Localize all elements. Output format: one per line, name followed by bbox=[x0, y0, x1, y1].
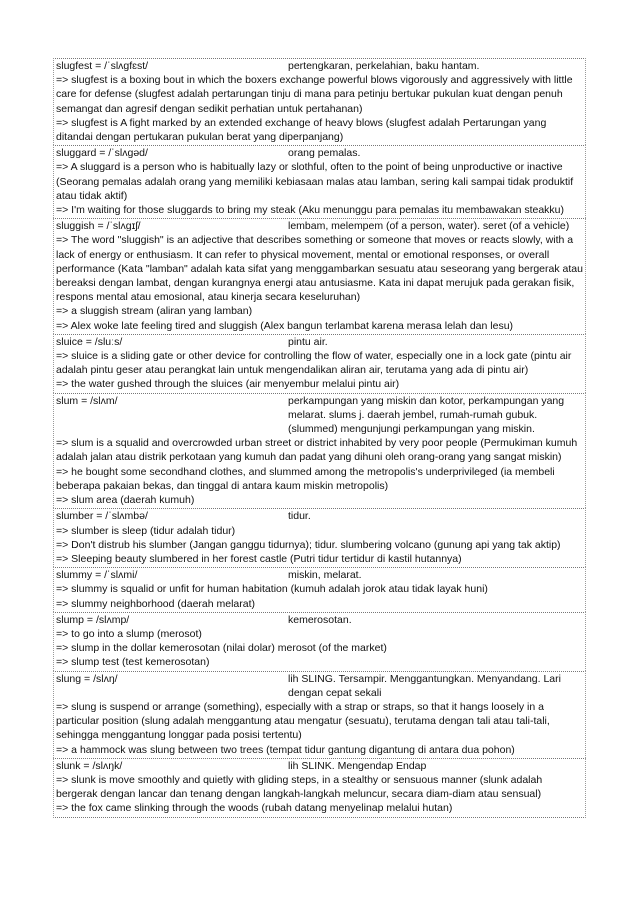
entry-meaning: lih SLINK. Mengendap Endap bbox=[288, 759, 427, 772]
entry-meaning: miskin, melarat. bbox=[288, 569, 362, 582]
entry-line: => slumber is sleep (tidur adalah tidur) bbox=[56, 524, 236, 537]
entry-line: => Don't distrub his slumber (Jangan ganggu tidurnya); tidur. slumbering volcano (gunung api yang tak aktip) bbox=[56, 538, 561, 551]
dictionary-entry bbox=[53, 393, 586, 509]
dictionary-entry bbox=[53, 218, 586, 334]
entry-meaning: tidur. bbox=[288, 510, 311, 523]
entry-header bbox=[56, 568, 583, 582]
dictionary-entry bbox=[53, 145, 586, 218]
entry-headword: sluggard = /ˈslʌɡəd/ bbox=[56, 147, 148, 160]
entry-line: => slum is a squalid and overcrowded urban street or district inhabited by very poor people (Permukiman kumuh adalah jalan atau distrik perkotaan yang kumuh dan padat yang dihuni oleh orang-orang yang sangat miskin) bbox=[56, 437, 578, 464]
entry-line: => a sluggish stream (aliran yang lamban) bbox=[56, 305, 253, 318]
entry-headword: slumber = /ˈslʌmbə/ bbox=[56, 510, 148, 523]
entry-line: => slugfest is a boxing bout in which the boxers exchange powerful blows vigorously and aggressively with little care for defense (slugfest adalah pertarungan tinju di mana para petinju bertukar pukulan kuat dengan penuh semangat dan agresif dengan sedikit perhatian untuk pertahanan) bbox=[56, 74, 573, 115]
entry-headword: slummy = /ˈslʌmi/ bbox=[56, 569, 138, 582]
entry-line: => slugfest is A fight marked by an extended exchange of heavy blows (slugfest adalah Pertarungan yang ditandai dengan pertukaran pukulan berat yang diperpanjang) bbox=[56, 116, 547, 144]
entry-meaning: orang pemalas. bbox=[288, 147, 361, 160]
entry-header bbox=[56, 59, 583, 73]
entry-header bbox=[56, 672, 583, 700]
entry-header bbox=[56, 613, 583, 627]
entry-meaning: lembam, melempem (of a person, water). seret (of a vehicle) bbox=[288, 220, 570, 233]
entry-line: => slummy neighborhood (daerah melarat) bbox=[56, 597, 256, 610]
entry-line: => slung is suspend or arrange (something), especially with a strap or straps, so that it hangs loosely in a particular position (slung adalah menggantung atau mengatur (sesuatu), terutama dengan tali atau tali-tali, sehingga menggantung longgar pada posisi tertentu) bbox=[56, 700, 550, 742]
dictionary-entry bbox=[53, 58, 586, 145]
entry-line: => I'm waiting for those sluggards to bring my steak (Aku menunggu para pemalas itu membawakan steakku) bbox=[56, 204, 565, 217]
entry-header bbox=[56, 509, 583, 523]
entry-line: => slump test (test kemerosotan) bbox=[56, 656, 210, 669]
entry-meaning: pertengkaran, perkelahian, baku hantam. bbox=[288, 60, 480, 72]
entry-headword: slugfest = /ˈslʌɡfɛst/ bbox=[56, 60, 149, 72]
entry-line: => a hammock was slung between two trees (tempat tidur gantung digantung di antara dua pohon) bbox=[56, 743, 515, 756]
entry-line: => Alex woke late feeling tired and sluggish (Alex bangun terlambat karena merasa lelah dan lesu) bbox=[56, 319, 514, 332]
dictionary-entry bbox=[53, 612, 586, 671]
entry-header bbox=[56, 335, 583, 349]
dictionary-page bbox=[53, 58, 586, 818]
entry-meaning: kemerosotan. bbox=[288, 613, 352, 626]
entry-meaning: pintu air. bbox=[288, 335, 328, 348]
entry-headword: slung = /slʌŋ/ bbox=[56, 672, 118, 685]
entry-headword: slunk = /slʌŋk/ bbox=[56, 759, 123, 772]
entry-header bbox=[56, 394, 583, 437]
entry-line: => A sluggard is a person who is habitually lazy or slothful, often to the point of being unproductive or inactive (Seorang pemalas adalah orang yang memiliki kebiasaan malas atau lamban, sering kali sampai tidak produktif atau tidak aktif) bbox=[56, 161, 574, 202]
dictionary-entry bbox=[53, 334, 586, 393]
entry-header bbox=[56, 146, 583, 160]
entry-line: => the water gushed through the sluices (air menyembur melalui pintu air) bbox=[56, 378, 400, 391]
entry-header bbox=[56, 219, 583, 233]
entry-headword: slum = /slʌm/ bbox=[56, 394, 118, 407]
entry-line: => sluice is a sliding gate or other device for controlling the flow of water, especially one in a lock gate (pintu air adalah pintu geser atau perangkat lain untuk mengendalikan aliran air, terutama yang ada di pintu air) bbox=[56, 350, 572, 377]
entry-line: => slummy is squalid or unfit for human habitation (kumuh adalah jorok atau tidak layak huni) bbox=[56, 583, 488, 596]
entry-line: => slump in the dollar kemerosotan (nilai dolar) merosot (of the market) bbox=[56, 642, 387, 655]
entry-line: => to go into a slump (merosot) bbox=[56, 627, 202, 640]
entry-line: => slunk is move smoothly and quietly with gliding steps, in a stealthy or sensuous manner (slunk adalah bergerak dengan lancar dan tenang dengan langkah-langkah meluncur, secara diam-diam atau sensual) bbox=[56, 773, 543, 801]
dictionary-entry bbox=[53, 671, 586, 758]
entry-line: => the fox came slinking through the woods (rubah datang menyelinap melalui hutan) bbox=[56, 802, 453, 815]
entry-headword: slump = /slʌmp/ bbox=[56, 613, 130, 626]
entry-headword: sluggish = /ˈslʌɡɪʃ/ bbox=[56, 220, 141, 233]
entry-header bbox=[56, 759, 583, 773]
entry-headword: sluice = /sluːs/ bbox=[56, 335, 123, 348]
dictionary-entry bbox=[53, 567, 586, 612]
entry-line: => The word "sluggish" is an adjective that describes something or someone that moves or reacts slowly, with a lack of energy or enthusiasm. It can refer to physical movement, mental or emotional responses, or overall performance (Kata "lamban" adalah kata sifat yang menggambarkan sesuatu atau seseorang yang bergerak atau bereaksi dengan lambat, dengan kurangnya energi atau antusiasme. Kata ini dapat merujuk pada gerakan fisik, respons mental atau emosional, atau kinerja secara keseluruhan) bbox=[56, 234, 583, 304]
entry-meaning: perkampungan yang miskin dan kotor, perkampungan yang melarat. slums j. daerah jembel, rumah-rumah gubuk. (slummed) mengunjungi perkampungan yang miskin. bbox=[288, 394, 565, 436]
dictionary-entry bbox=[53, 508, 586, 567]
dictionary-entry bbox=[53, 758, 586, 818]
entry-meaning: lih SLING. Tersampir. Menggantungkan. Menyandang. Lari dengan cepat sekali bbox=[288, 672, 561, 699]
entry-line: => slum area (daerah kumuh) bbox=[56, 494, 195, 507]
entry-line: => Sleeping beauty slumbered in her forest castle (Putri tidur tertidur di kastil hutannya) bbox=[56, 552, 462, 565]
entry-line: => he bought some secondhand clothes, and slummed among the metropolis's underprivileged (ia membeli beberapa pakaian bekas, dan tinggal di antara kaum miskin metropolis) bbox=[56, 465, 555, 492]
